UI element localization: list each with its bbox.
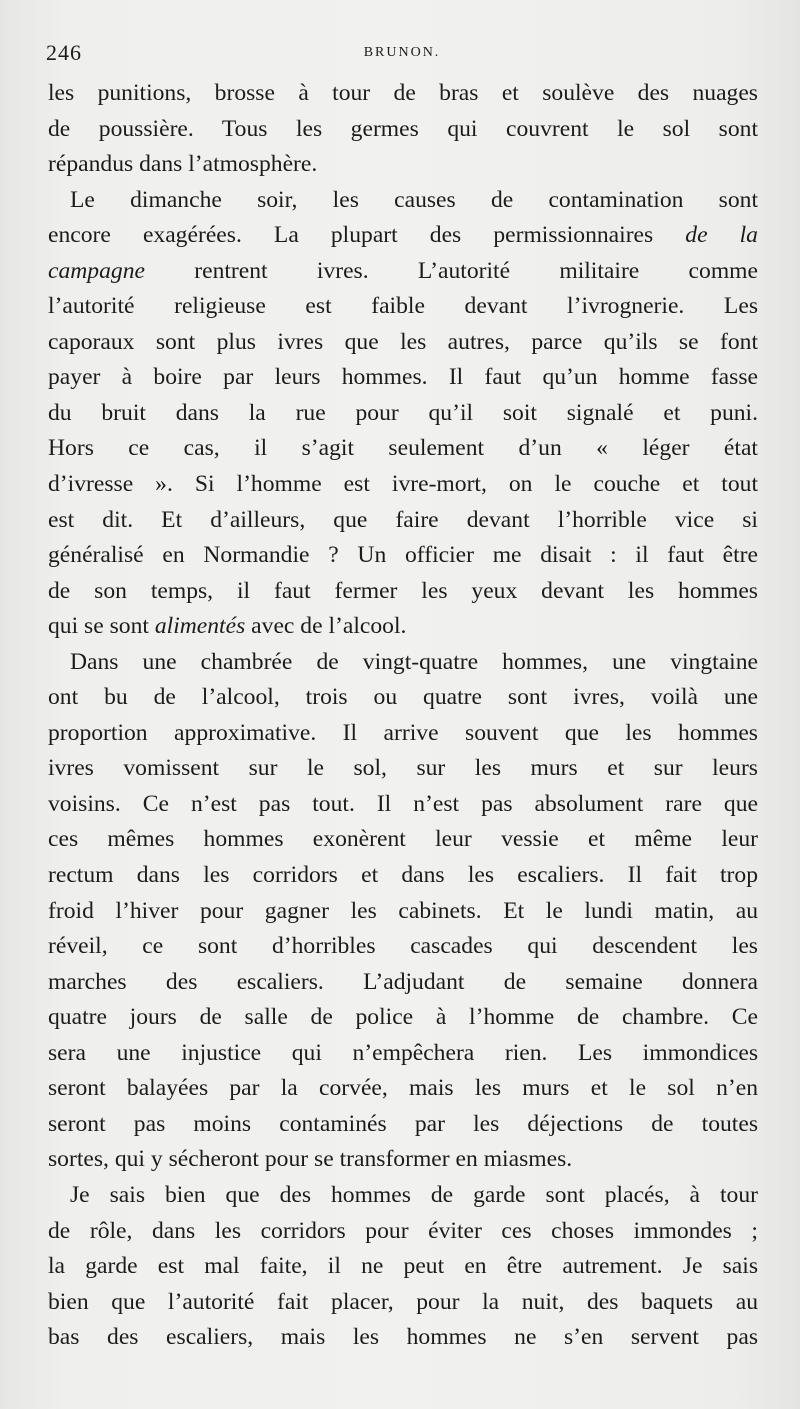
line-text: généralisé en Normandie ? Un officier me disait : il faut être (48, 542, 758, 569)
line-text: quatre jours de salle de police à l’homme de chambre. Ce (48, 1004, 758, 1031)
text-line (48, 538, 758, 574)
text-line (48, 503, 758, 539)
text-line (48, 1036, 758, 1072)
line-text: ces mêmes hommes exonèrent leur vessie et même leur (48, 826, 758, 853)
text-line (48, 1249, 758, 1285)
line-text: proportion approximative. Il arrive souvent que les hommes (48, 719, 758, 746)
line-text: sortes, qui y sécheront pour se transformer en miasmes. (48, 1146, 573, 1173)
line-text: ont bu de l’alcool, trois ou quatre sont ivres, voilà une (48, 684, 758, 711)
text-line (48, 254, 758, 290)
line-text: bien que l’autorité fait placer, pour la nuit, des baquets au (48, 1288, 758, 1315)
line-text: bas des escaliers, mais les hommes ne s’en servent pas (48, 1324, 758, 1351)
text-line (48, 1285, 758, 1321)
text-line (48, 112, 758, 148)
text-line (48, 431, 758, 467)
line-text: la garde est mal faite, il ne peut en être autrement. Je sais (48, 1253, 758, 1280)
text-line (48, 1071, 758, 1107)
line-text: l’autorité religieuse est faible devant l’ivrognerie. Les (48, 293, 758, 320)
line-text: payer à boire par leurs hommes. Il faut qu’un homme fasse (48, 364, 758, 391)
text-line (48, 716, 758, 752)
line-text: seront balayées par la corvée, mais les murs et le sol n’en (48, 1075, 758, 1102)
line-text: rectum dans les corridors et dans les escaliers. Il fait trop (48, 862, 758, 889)
line-text: de poussière. Tous les germes qui couvrent le sol sont (48, 115, 758, 142)
line-text: sera une injustice qui n’empêchera rien. Les immondices (48, 1039, 758, 1066)
text-line (48, 822, 758, 858)
line-text: réveil, ce sont d’horribles cascades qui descendent les (48, 933, 758, 960)
line-text: Hors ce cas, il s’agit seulement d’un « léger état (48, 435, 758, 462)
text-line (48, 76, 758, 112)
text-line (48, 183, 758, 219)
italic-phrase: campagne (48, 257, 145, 284)
line-text: ivres vomissent sur le sol, sur les murs et sur leurs (48, 755, 758, 782)
text-line (48, 680, 758, 716)
text-line (48, 929, 758, 965)
line-text: est dit. Et d’ailleurs, que faire devant l’horrible vice si (48, 506, 758, 533)
line-text: caporaux sont plus ivres que les autres, parce qu’ils se font (48, 328, 758, 355)
line-text: Dans une chambrée de vingt-quatre hommes, une vingtaine (70, 648, 758, 675)
line-text: d’ivresse ». Si l’homme est ivre-mort, on le couche et tout (48, 471, 758, 498)
text-line (48, 787, 758, 823)
line-text: de rôle, dans les corridors pour éviter ces choses immondes ; (48, 1217, 758, 1244)
italic-phrase: de la (685, 222, 758, 249)
text-line (48, 147, 758, 183)
text-line (48, 325, 758, 361)
running-head: BRUNON. (363, 45, 441, 60)
text-line (48, 289, 758, 325)
line-text: froid l’hiver pour gagner les cabinets. Et le lundi matin, au (48, 897, 758, 924)
text-line (48, 218, 758, 254)
line-text: Je sais bien que des hommes de garde sont placés, à tour (70, 1181, 758, 1208)
text-line (48, 396, 758, 432)
line-text: marches des escaliers. L’adjudant de semaine donnera (48, 968, 758, 995)
line-text: rentrent ivres. L’autorité militaire comme (144, 257, 758, 284)
text-line (48, 1214, 758, 1250)
page-header (46, 40, 758, 70)
text-line (48, 360, 758, 396)
line-text: encore exagérées. La plupart des permissionnaires (48, 222, 686, 249)
italic-phrase: alimentés (154, 613, 246, 640)
line-text: les punitions, brosse à tour de bras et soulève des nuages (48, 80, 758, 106)
text-line (48, 467, 758, 503)
text-line (48, 1107, 758, 1143)
line-text: avec de l’alcool. (245, 613, 407, 640)
text-line (48, 751, 758, 787)
line-text: répandus dans l’atmosphère. (48, 151, 318, 178)
line-text: qui se sont (48, 613, 155, 640)
line-text: Le dimanche soir, les causes de contamination sont (70, 186, 758, 213)
text-line (48, 574, 758, 610)
text-line (48, 1178, 758, 1214)
line-text: seront pas moins contaminés par les déjections de toutes (48, 1110, 758, 1137)
text-line (48, 1000, 758, 1036)
text-line (48, 858, 758, 894)
page-number: 246 (46, 40, 82, 65)
text-line (48, 965, 758, 1001)
body-text (48, 76, 758, 1356)
line-text: de son temps, il faut fermer les yeux devant les hommes (48, 577, 758, 604)
text-line (48, 1320, 758, 1356)
text-line (48, 894, 758, 930)
line-text: voisins. Ce n’est pas tout. Il n’est pas absolument rare que (48, 790, 758, 817)
text-line (48, 1142, 758, 1178)
text-line (48, 609, 758, 645)
line-text: du bruit dans la rue pour qu’il soit signalé et puni. (48, 399, 758, 426)
text-line (48, 645, 758, 681)
